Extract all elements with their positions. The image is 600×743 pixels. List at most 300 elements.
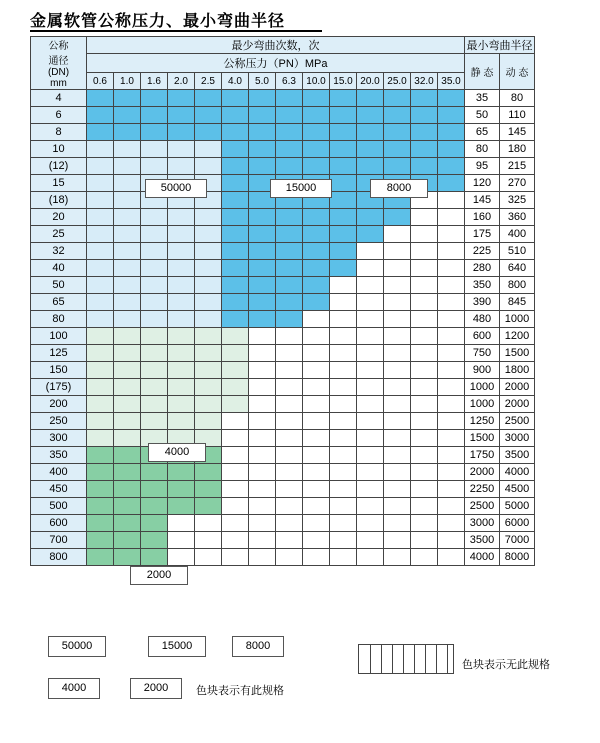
spec-cell — [141, 158, 168, 175]
spec-cell — [195, 158, 222, 175]
spec-cell — [249, 345, 276, 362]
callout-label: 8000 — [370, 179, 428, 198]
spec-cell — [357, 481, 384, 498]
spec-cell — [438, 447, 465, 464]
spec-cell — [276, 311, 303, 328]
radius-static-value: 35 — [465, 90, 500, 107]
spec-cell — [222, 141, 249, 158]
spec-cell — [114, 362, 141, 379]
pressure-col-header: 25.0 — [384, 73, 411, 90]
radius-dynamic-value: 325 — [500, 192, 535, 209]
spec-cell — [249, 328, 276, 345]
spec-cell — [438, 379, 465, 396]
spec-cell — [168, 515, 195, 532]
spec-cell — [141, 413, 168, 430]
spec-cell — [303, 464, 330, 481]
spec-cell — [249, 124, 276, 141]
spec-cell — [276, 294, 303, 311]
dn-value: 150 — [31, 362, 87, 379]
spec-cell — [222, 345, 249, 362]
table-row — [31, 362, 535, 379]
spec-cell — [276, 532, 303, 549]
spec-cell — [276, 430, 303, 447]
spec-cell — [357, 294, 384, 311]
spec-cell — [249, 294, 276, 311]
table-row — [31, 243, 535, 260]
dn-value: 600 — [31, 515, 87, 532]
spec-cell — [249, 243, 276, 260]
table-row — [31, 345, 535, 362]
spec-cell — [195, 311, 222, 328]
table-row — [31, 90, 535, 107]
spec-cell — [168, 345, 195, 362]
spec-cell — [249, 532, 276, 549]
radius-dynamic-value: 180 — [500, 141, 535, 158]
radius-static-value: 3000 — [465, 515, 500, 532]
spec-cell — [384, 362, 411, 379]
spec-cell — [384, 430, 411, 447]
spec-cell — [303, 141, 330, 158]
spec-cell — [87, 141, 114, 158]
spec-cell — [357, 226, 384, 243]
dn-value: 125 — [31, 345, 87, 362]
spec-cell — [222, 175, 249, 192]
spec-cell — [276, 396, 303, 413]
spec-cell — [276, 226, 303, 243]
spec-cell — [249, 141, 276, 158]
spec-cell — [168, 379, 195, 396]
spec-cell — [303, 124, 330, 141]
spec-cell — [249, 447, 276, 464]
spec-cell — [87, 447, 114, 464]
radius-static-value: 80 — [465, 141, 500, 158]
spec-cell — [438, 277, 465, 294]
radius-dynamic-value: 80 — [500, 90, 535, 107]
radius-dynamic-value: 800 — [500, 277, 535, 294]
spec-cell — [411, 90, 438, 107]
spec-cell — [384, 141, 411, 158]
spec-cell — [87, 209, 114, 226]
table-row — [31, 413, 535, 430]
header-row-1 — [31, 37, 535, 54]
spec-cell — [195, 141, 222, 158]
spec-cell — [303, 328, 330, 345]
spec-cell — [87, 345, 114, 362]
spec-cell — [303, 396, 330, 413]
title-underline — [30, 30, 322, 32]
spec-cell — [357, 362, 384, 379]
spec-cell — [330, 430, 357, 447]
spec-cell — [303, 379, 330, 396]
spec-cell — [141, 311, 168, 328]
spec-cell — [357, 464, 384, 481]
dn-value: (175) — [31, 379, 87, 396]
table-row — [31, 260, 535, 277]
spec-cell — [114, 294, 141, 311]
spec-cell — [87, 379, 114, 396]
spec-cell — [249, 311, 276, 328]
spec-cell — [438, 532, 465, 549]
spec-cell — [330, 226, 357, 243]
dn-value: 80 — [31, 311, 87, 328]
dn-value: 40 — [31, 260, 87, 277]
table-row — [31, 294, 535, 311]
spec-cell — [357, 379, 384, 396]
radius-dynamic-value: 145 — [500, 124, 535, 141]
table-row — [31, 328, 535, 345]
spec-cell — [384, 498, 411, 515]
radius-dynamic-value: 510 — [500, 243, 535, 260]
spec-cell — [438, 141, 465, 158]
radius-dynamic-value: 4500 — [500, 481, 535, 498]
spec-cell — [114, 549, 141, 566]
spec-cell — [303, 430, 330, 447]
header-row-2 — [31, 54, 535, 73]
spec-cell — [195, 345, 222, 362]
spec-cell — [438, 362, 465, 379]
spec-cell — [141, 107, 168, 124]
spec-cell — [276, 549, 303, 566]
spec-cell — [276, 345, 303, 362]
spec-cell — [87, 175, 114, 192]
spec-cell — [411, 430, 438, 447]
spec-cell — [330, 362, 357, 379]
spec-cell — [276, 209, 303, 226]
spec-cell — [249, 413, 276, 430]
legend — [0, 636, 600, 716]
dn-value: 350 — [31, 447, 87, 464]
spec-cell — [114, 175, 141, 192]
spec-cell — [249, 90, 276, 107]
spec-cell — [87, 396, 114, 413]
dn-value: 500 — [31, 498, 87, 515]
spec-cell — [114, 396, 141, 413]
radius-dynamic-value: 1500 — [500, 345, 535, 362]
spec-cell — [168, 396, 195, 413]
dn-value: 800 — [31, 549, 87, 566]
radius-static-value: 2500 — [465, 498, 500, 515]
spec-cell — [330, 277, 357, 294]
dn-value: 700 — [31, 532, 87, 549]
spec-cell — [411, 464, 438, 481]
spec-cell — [357, 396, 384, 413]
radius-dynamic-value: 1200 — [500, 328, 535, 345]
spec-cell — [303, 277, 330, 294]
radius-static-value: 350 — [465, 277, 500, 294]
spec-cell — [411, 481, 438, 498]
spec-cell — [384, 345, 411, 362]
spec-cell — [249, 549, 276, 566]
spec-cell — [222, 379, 249, 396]
spec-cell — [384, 532, 411, 549]
spec-cell — [114, 515, 141, 532]
radius-static-value: 50 — [465, 107, 500, 124]
pressure-header: 公称压力（PN）MPa — [87, 54, 465, 73]
spec-cell — [276, 141, 303, 158]
radius-dynamic-value: 215 — [500, 158, 535, 175]
radius-static-value: 390 — [465, 294, 500, 311]
spec-cell — [249, 362, 276, 379]
spec-cell — [141, 277, 168, 294]
spec-cell — [114, 345, 141, 362]
spec-cell — [168, 158, 195, 175]
spec-cell — [330, 328, 357, 345]
table-row — [31, 379, 535, 396]
spec-cell — [438, 464, 465, 481]
spec-cell — [222, 396, 249, 413]
pressure-columns-row — [31, 73, 535, 90]
spec-cell — [303, 158, 330, 175]
radius-static-value: 1750 — [465, 447, 500, 464]
spec-cell — [195, 226, 222, 243]
spec-cell — [357, 243, 384, 260]
spec-cell — [411, 277, 438, 294]
spec-cell — [330, 294, 357, 311]
spec-cell — [87, 328, 114, 345]
spec-cell — [87, 192, 114, 209]
spec-cell — [330, 481, 357, 498]
spec-cell — [141, 379, 168, 396]
spec-cell — [114, 311, 141, 328]
spec-cell — [87, 311, 114, 328]
spec-cell — [357, 413, 384, 430]
table-row — [31, 107, 535, 124]
spec-cell — [303, 532, 330, 549]
spec-cell — [303, 243, 330, 260]
spec-cell — [357, 328, 384, 345]
spec-cell — [222, 498, 249, 515]
spec-cell — [276, 124, 303, 141]
dn-value: 8 — [31, 124, 87, 141]
spec-cell — [195, 294, 222, 311]
spec-cell — [114, 124, 141, 141]
spec-cell — [222, 515, 249, 532]
spec-cell — [384, 515, 411, 532]
spec-cell — [276, 243, 303, 260]
spec-cell — [222, 447, 249, 464]
dn-value: 10 — [31, 141, 87, 158]
spec-cell — [357, 141, 384, 158]
spec-cell — [249, 464, 276, 481]
radius-static-value: 2250 — [465, 481, 500, 498]
legend-box-8000: 8000 — [232, 636, 284, 657]
spec-cell — [330, 158, 357, 175]
legend-box-2000: 2000 — [130, 678, 182, 699]
radius-dynamic-header: 动 态 — [500, 54, 535, 90]
table-row — [31, 481, 535, 498]
spec-cell — [222, 90, 249, 107]
spec-cell — [411, 311, 438, 328]
radius-static-value: 480 — [465, 311, 500, 328]
legend-box-15000: 15000 — [148, 636, 206, 657]
spec-cell — [168, 532, 195, 549]
spec-cell — [195, 362, 222, 379]
spec-cell — [411, 158, 438, 175]
dn-value: (18) — [31, 192, 87, 209]
spec-cell — [438, 430, 465, 447]
spec-cell — [330, 243, 357, 260]
spec-cell — [114, 464, 141, 481]
spec-cell — [141, 396, 168, 413]
spec-cell — [141, 243, 168, 260]
spec-cell — [384, 311, 411, 328]
spec-cell — [141, 515, 168, 532]
spec-cell — [438, 498, 465, 515]
spec-cell — [195, 515, 222, 532]
spec-cell — [303, 413, 330, 430]
spec-cell — [330, 107, 357, 124]
spec-cell — [249, 277, 276, 294]
table-row — [31, 430, 535, 447]
spec-cell — [87, 498, 114, 515]
spec-cell — [168, 226, 195, 243]
spec-cell — [168, 209, 195, 226]
spec-cell — [114, 379, 141, 396]
table-row — [31, 158, 535, 175]
radius-dynamic-value: 1000 — [500, 311, 535, 328]
spec-cell — [195, 464, 222, 481]
legend-box-4000: 4000 — [48, 678, 100, 699]
pressure-col-header: 35.0 — [438, 73, 465, 90]
spec-cell — [357, 515, 384, 532]
spec-cell — [438, 243, 465, 260]
pressure-col-header: 4.0 — [222, 73, 249, 90]
spec-cell — [411, 413, 438, 430]
radius-dynamic-value: 2000 — [500, 396, 535, 413]
spec-cell — [222, 209, 249, 226]
spec-cell — [141, 260, 168, 277]
spec-cell — [330, 260, 357, 277]
spec-cell — [438, 345, 465, 362]
spec-cell — [411, 515, 438, 532]
spec-cell — [411, 226, 438, 243]
radius-dynamic-value: 2500 — [500, 413, 535, 430]
spec-cell — [303, 515, 330, 532]
spec-cell — [303, 549, 330, 566]
spec-cell — [87, 362, 114, 379]
radius-dynamic-value: 640 — [500, 260, 535, 277]
spec-cell — [303, 498, 330, 515]
dn-value: 250 — [31, 413, 87, 430]
spec-cell — [276, 413, 303, 430]
spec-cell — [87, 260, 114, 277]
spec-cell — [411, 124, 438, 141]
radius-static-value: 900 — [465, 362, 500, 379]
spec-cell — [141, 345, 168, 362]
spec-cell — [276, 498, 303, 515]
spec-cell — [168, 498, 195, 515]
spec-cell — [114, 498, 141, 515]
spec-cell — [357, 124, 384, 141]
legend-note-empty: 色块表示无此规格 — [462, 659, 550, 671]
pressure-col-header: 32.0 — [411, 73, 438, 90]
page-title: 金属软管公称压力、最小弯曲半径 — [30, 11, 286, 30]
spec-cell — [168, 549, 195, 566]
spec-cell — [195, 90, 222, 107]
radius-dynamic-value: 845 — [500, 294, 535, 311]
spec-cell — [438, 549, 465, 566]
spec-cell — [438, 481, 465, 498]
radius-dynamic-value: 3000 — [500, 430, 535, 447]
pressure-col-header: 6.3 — [276, 73, 303, 90]
spec-cell — [168, 311, 195, 328]
spec-cell — [357, 209, 384, 226]
spec-cell — [303, 260, 330, 277]
spec-cell — [276, 481, 303, 498]
radius-dynamic-value: 4000 — [500, 464, 535, 481]
table-row — [31, 277, 535, 294]
spec-cell — [114, 158, 141, 175]
radius-static-value: 1250 — [465, 413, 500, 430]
spec-cell — [222, 328, 249, 345]
dn-value: 32 — [31, 243, 87, 260]
spec-cell — [411, 107, 438, 124]
spec-cell — [222, 107, 249, 124]
spec-cell — [384, 328, 411, 345]
spec-cell — [384, 226, 411, 243]
legend-note-color: 色块表示有此规格 — [196, 685, 284, 697]
spec-cell — [411, 328, 438, 345]
spec-cell — [357, 260, 384, 277]
spec-cell — [222, 430, 249, 447]
spec-cell — [222, 464, 249, 481]
spec-cell — [222, 192, 249, 209]
spec-cell — [303, 294, 330, 311]
spec-cell — [168, 294, 195, 311]
spec-cell — [384, 243, 411, 260]
spec-cell — [384, 447, 411, 464]
spec-cell — [141, 481, 168, 498]
spec-cell — [195, 396, 222, 413]
spec-cell — [114, 260, 141, 277]
spec-cell — [276, 260, 303, 277]
pressure-col-header: 1.6 — [141, 73, 168, 90]
table-body — [31, 90, 535, 566]
spec-cell — [114, 107, 141, 124]
spec-cell — [87, 158, 114, 175]
spec-cell — [384, 481, 411, 498]
spec-cell — [114, 532, 141, 549]
spec-cell — [87, 515, 114, 532]
radius-static-header: 静 态 — [465, 54, 500, 90]
callout-label: 50000 — [145, 179, 207, 198]
spec-cell — [87, 532, 114, 549]
spec-cell — [438, 413, 465, 430]
spec-cell — [195, 549, 222, 566]
radius-static-value: 160 — [465, 209, 500, 226]
spec-cell — [276, 107, 303, 124]
spec-cell — [411, 379, 438, 396]
spec-cell — [384, 277, 411, 294]
radius-static-value: 750 — [465, 345, 500, 362]
pressure-col-header: 2.0 — [168, 73, 195, 90]
spec-cell — [357, 90, 384, 107]
spec-cell — [357, 549, 384, 566]
spec-cell — [411, 243, 438, 260]
spec-cell — [330, 192, 357, 209]
spec-cell — [114, 192, 141, 209]
spec-cell — [114, 277, 141, 294]
spec-cell — [249, 107, 276, 124]
spec-cell — [168, 328, 195, 345]
spec-cell — [303, 107, 330, 124]
radius-static-value: 175 — [465, 226, 500, 243]
spec-cell — [168, 107, 195, 124]
spec-cell — [195, 243, 222, 260]
spec-cell — [141, 294, 168, 311]
spec-cell — [330, 464, 357, 481]
dn-value: 65 — [31, 294, 87, 311]
